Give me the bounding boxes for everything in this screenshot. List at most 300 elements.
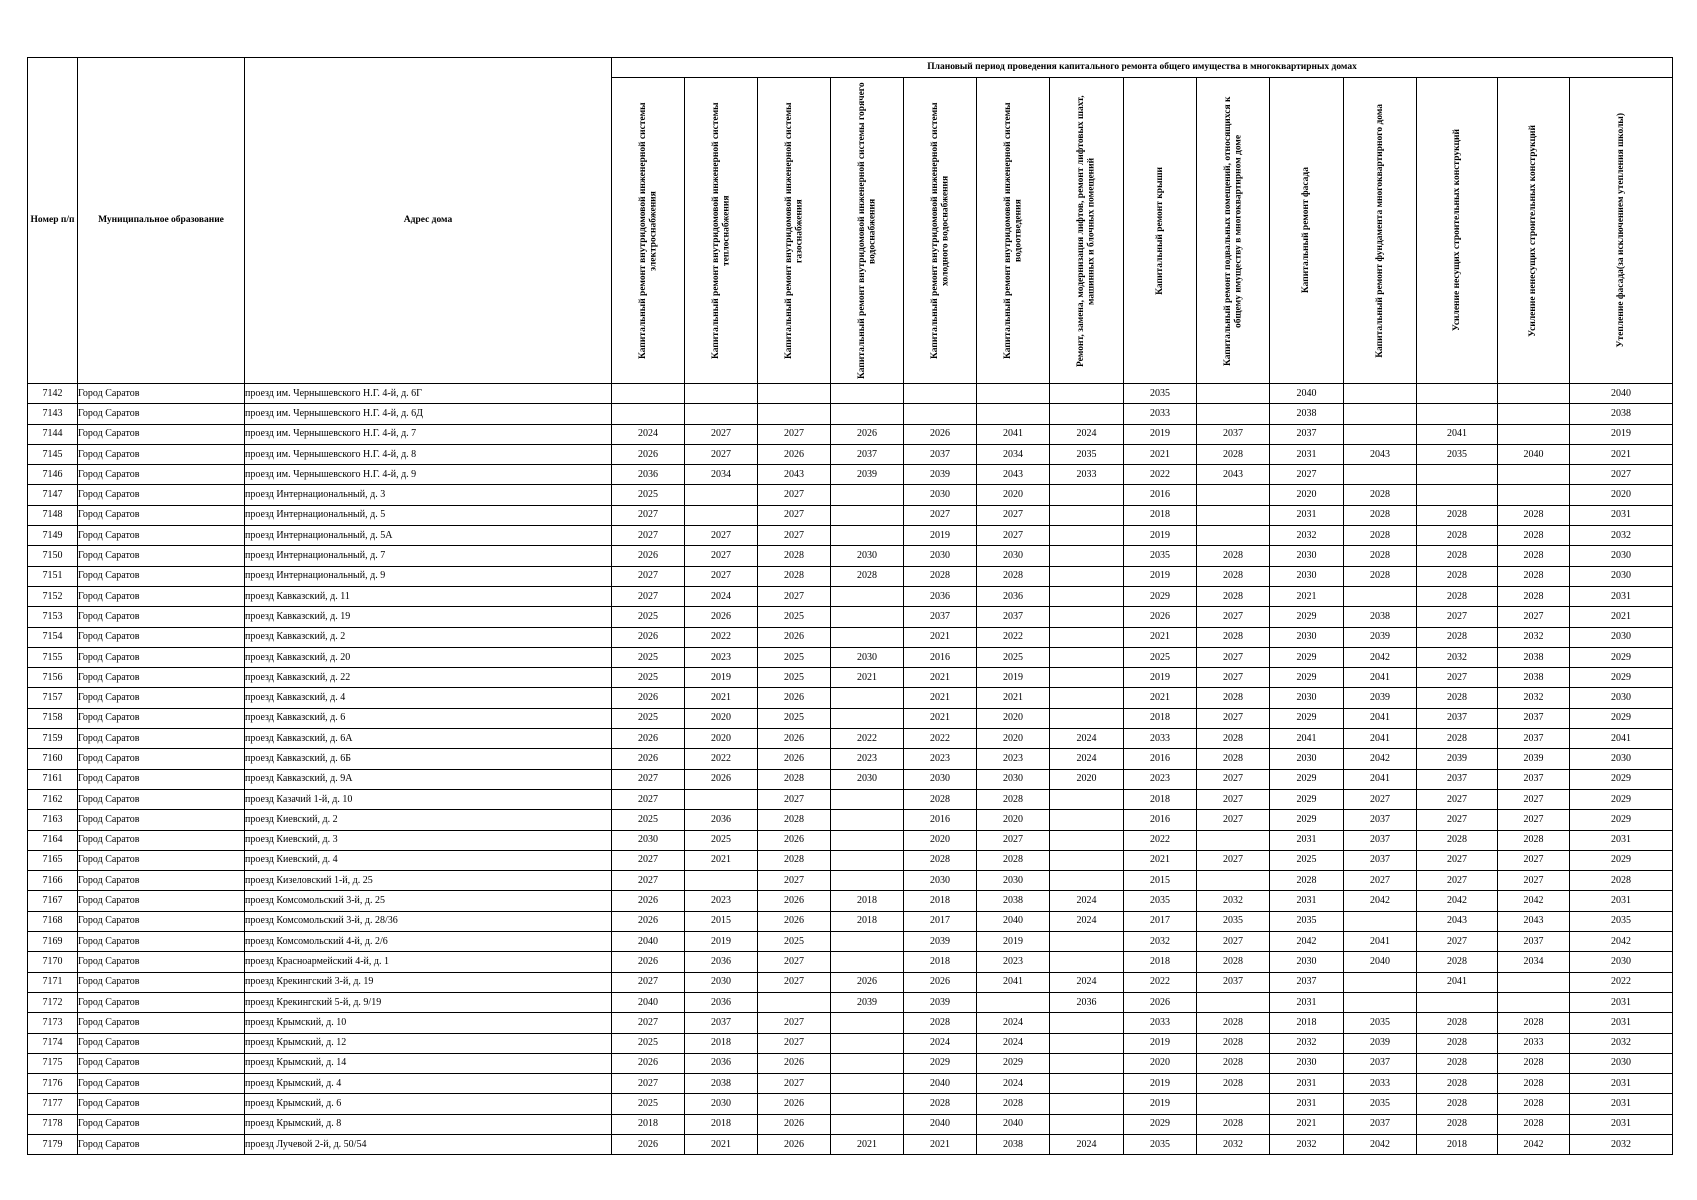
row-year-cell: 2023 <box>685 891 758 911</box>
row-number: 7174 <box>28 1033 78 1053</box>
row-year-cell <box>1050 1013 1124 1033</box>
row-address: проезд Красноармейский 4-й, д. 1 <box>245 952 612 972</box>
row-address: проезд им. Чернышевского Н.Г. 4-й, д. 9 <box>245 465 612 485</box>
row-year-cell: 2022 <box>904 729 977 749</box>
row-number: 7157 <box>28 688 78 708</box>
table-row <box>28 1114 1673 1134</box>
row-municipality: Город Саратов <box>78 668 245 688</box>
row-year-cell: 2028 <box>1344 485 1417 505</box>
row-address: проезд Крымский, д. 4 <box>245 1074 612 1094</box>
row-number: 7164 <box>28 830 78 850</box>
row-year-cell: 2028 <box>1417 1033 1498 1053</box>
table-row <box>28 810 1673 830</box>
row-year-cell: 2028 <box>1197 1074 1270 1094</box>
row-year-cell: 2025 <box>612 485 685 505</box>
table-row <box>28 972 1673 992</box>
row-municipality: Город Саратов <box>78 688 245 708</box>
row-year-cell: 2027 <box>685 444 758 464</box>
row-address: проезд Комсомольский 3-й, д. 25 <box>245 891 612 911</box>
row-year-cell <box>904 384 977 404</box>
row-number: 7178 <box>28 1114 78 1134</box>
row-year-cell: 2041 <box>977 424 1050 444</box>
row-year-cell: 2026 <box>1124 992 1197 1012</box>
row-year-cell: 2028 <box>1197 1114 1270 1134</box>
table-row <box>28 627 1673 647</box>
row-year-cell: 2030 <box>1570 627 1673 647</box>
row-year-cell: 2022 <box>1570 972 1673 992</box>
row-year-cell <box>1050 586 1124 606</box>
row-year-cell: 2043 <box>1197 465 1270 485</box>
row-year-cell: 2032 <box>1197 1134 1270 1154</box>
row-number: 7176 <box>28 1074 78 1094</box>
row-number: 7166 <box>28 871 78 891</box>
row-year-cell: 2021 <box>1570 607 1673 627</box>
row-year-cell: 2041 <box>1344 729 1417 749</box>
row-address: проезд Интернациональный, д. 9 <box>245 566 612 586</box>
row-year-cell: 2030 <box>1270 546 1344 566</box>
row-address: проезд Кавказский, д. 6 <box>245 708 612 728</box>
row-year-cell: 2036 <box>977 586 1050 606</box>
row-year-cell <box>1417 992 1498 1012</box>
row-year-cell: 2037 <box>1498 932 1570 952</box>
row-year-cell: 2025 <box>758 932 831 952</box>
row-number: 7162 <box>28 789 78 809</box>
row-year-cell: 2030 <box>1270 1053 1344 1073</box>
table-row <box>28 505 1673 525</box>
row-address: проезд Киевский, д. 4 <box>245 850 612 870</box>
row-municipality: Город Саратов <box>78 546 245 566</box>
table-row <box>28 526 1673 546</box>
header-work-column <box>977 78 1050 384</box>
row-year-cell: 2023 <box>1124 769 1197 789</box>
row-number: 7179 <box>28 1134 78 1154</box>
row-number: 7154 <box>28 627 78 647</box>
row-year-cell <box>1344 465 1417 485</box>
row-year-cell <box>904 404 977 424</box>
row-year-cell <box>758 384 831 404</box>
row-year-cell <box>1498 992 1570 1012</box>
row-year-cell: 2026 <box>612 952 685 972</box>
row-address: проезд Интернациональный, д. 7 <box>245 546 612 566</box>
row-year-cell: 2029 <box>1570 810 1673 830</box>
row-year-cell: 2025 <box>612 708 685 728</box>
row-year-cell: 2034 <box>977 444 1050 464</box>
row-year-cell: 2024 <box>1050 424 1124 444</box>
row-year-cell: 2027 <box>612 789 685 809</box>
row-number: 7151 <box>28 566 78 586</box>
row-year-cell: 2039 <box>1344 627 1417 647</box>
row-year-cell: 2019 <box>685 668 758 688</box>
row-year-cell: 2020 <box>685 729 758 749</box>
row-year-cell: 2028 <box>1498 566 1570 586</box>
row-year-cell: 2041 <box>1344 708 1417 728</box>
header-work-column <box>1124 78 1197 384</box>
row-year-cell: 2032 <box>1124 932 1197 952</box>
row-year-cell: 2028 <box>1197 1013 1270 1033</box>
row-year-cell: 2037 <box>977 607 1050 627</box>
row-year-cell: 2037 <box>1197 424 1270 444</box>
row-year-cell: 2028 <box>1417 1094 1498 1114</box>
row-year-cell <box>1498 404 1570 424</box>
row-year-cell: 2027 <box>758 972 831 992</box>
row-number: 7158 <box>28 708 78 728</box>
header-work-column-label: Капитальный ремонт фасада <box>1301 167 1312 294</box>
row-year-cell: 2016 <box>904 810 977 830</box>
row-year-cell: 2018 <box>1417 1134 1498 1154</box>
row-year-cell: 2031 <box>1570 1074 1673 1094</box>
row-year-cell <box>831 850 904 870</box>
row-year-cell <box>685 789 758 809</box>
row-year-cell <box>831 932 904 952</box>
row-year-cell <box>1050 1074 1124 1094</box>
row-year-cell: 2039 <box>904 465 977 485</box>
table-row <box>28 1074 1673 1094</box>
row-year-cell <box>1197 404 1270 424</box>
row-year-cell: 2026 <box>758 1134 831 1154</box>
row-year-cell <box>831 871 904 891</box>
row-year-cell: 2018 <box>1124 708 1197 728</box>
row-year-cell: 2024 <box>1050 1134 1124 1154</box>
header-planned-period: Плановый период проведения капитального ремонта общего имущества в многоквартирных домах <box>612 58 1673 78</box>
row-year-cell: 2027 <box>685 526 758 546</box>
row-year-cell: 2028 <box>977 850 1050 870</box>
row-year-cell: 2032 <box>1570 1134 1673 1154</box>
row-year-cell: 2018 <box>831 911 904 931</box>
row-year-cell: 2025 <box>612 1094 685 1114</box>
table-row <box>28 566 1673 586</box>
row-address: проезд Крымский, д. 12 <box>245 1033 612 1053</box>
row-address: проезд им. Чернышевского Н.Г. 4-й, д. 7 <box>245 424 612 444</box>
row-year-cell: 2028 <box>1197 749 1270 769</box>
table-row <box>28 992 1673 1012</box>
table-row <box>28 1013 1673 1033</box>
row-year-cell: 2031 <box>1270 830 1344 850</box>
row-year-cell: 2037 <box>1498 708 1570 728</box>
table-row <box>28 850 1673 870</box>
row-year-cell: 2028 <box>831 566 904 586</box>
row-year-cell: 2027 <box>1417 932 1498 952</box>
row-year-cell: 2038 <box>1498 647 1570 667</box>
row-year-cell: 2038 <box>685 1074 758 1094</box>
table-row <box>28 1094 1673 1114</box>
row-year-cell: 2028 <box>1498 1074 1570 1094</box>
row-year-cell: 2028 <box>1498 505 1570 525</box>
table-row <box>28 952 1673 972</box>
row-year-cell <box>831 688 904 708</box>
row-year-cell: 2024 <box>1050 972 1124 992</box>
row-year-cell: 2028 <box>1417 729 1498 749</box>
row-address: проезд Лучевой 2-й, д. 50/54 <box>245 1134 612 1154</box>
row-year-cell: 2026 <box>612 688 685 708</box>
row-year-cell: 2030 <box>1270 749 1344 769</box>
header-work-column-label: Усиление ненесущих строительных конструкций <box>1528 124 1539 337</box>
header-work-column <box>831 78 904 384</box>
row-municipality: Город Саратов <box>78 932 245 952</box>
row-year-cell: 2024 <box>977 1013 1050 1033</box>
row-year-cell: 2042 <box>1344 647 1417 667</box>
row-year-cell: 2026 <box>758 830 831 850</box>
row-year-cell: 2020 <box>1270 485 1344 505</box>
row-year-cell <box>831 627 904 647</box>
row-year-cell <box>758 404 831 424</box>
row-year-cell: 2021 <box>1570 444 1673 464</box>
row-year-cell: 2018 <box>612 1114 685 1134</box>
row-year-cell: 2032 <box>1417 647 1498 667</box>
header-work-column <box>1050 78 1124 384</box>
row-year-cell: 2030 <box>904 871 977 891</box>
row-year-cell: 2019 <box>1570 424 1673 444</box>
row-year-cell: 2042 <box>1570 932 1673 952</box>
row-year-cell: 2027 <box>1197 668 1270 688</box>
row-year-cell: 2027 <box>758 952 831 972</box>
header-work-column <box>1270 78 1344 384</box>
row-year-cell: 2028 <box>1417 526 1498 546</box>
row-year-cell: 2041 <box>1344 668 1417 688</box>
row-year-cell: 2025 <box>758 668 831 688</box>
table-row <box>28 424 1673 444</box>
row-year-cell: 2027 <box>685 566 758 586</box>
row-year-cell: 2022 <box>1124 465 1197 485</box>
row-municipality: Город Саратов <box>78 1053 245 1073</box>
row-year-cell <box>831 607 904 627</box>
row-year-cell <box>831 384 904 404</box>
row-year-cell: 2026 <box>758 688 831 708</box>
row-year-cell: 2036 <box>685 952 758 972</box>
row-year-cell: 2030 <box>831 769 904 789</box>
row-year-cell: 2040 <box>904 1074 977 1094</box>
row-number: 7142 <box>28 384 78 404</box>
row-municipality: Город Саратов <box>78 972 245 992</box>
table-row <box>28 932 1673 952</box>
row-address: проезд Крымский, д. 10 <box>245 1013 612 1033</box>
row-year-cell <box>1344 972 1417 992</box>
row-year-cell: 2027 <box>612 505 685 525</box>
row-year-cell <box>685 384 758 404</box>
row-year-cell <box>831 1094 904 1114</box>
row-year-cell: 2029 <box>1270 789 1344 809</box>
row-year-cell: 2026 <box>758 627 831 647</box>
row-year-cell: 2026 <box>758 911 831 931</box>
row-year-cell: 2018 <box>831 891 904 911</box>
row-year-cell: 2029 <box>1570 668 1673 688</box>
header-work-column <box>1344 78 1417 384</box>
row-address: проезд им. Чернышевского Н.Г. 4-й, д. 8 <box>245 444 612 464</box>
row-year-cell: 2027 <box>977 505 1050 525</box>
row-year-cell: 2031 <box>1570 1114 1673 1134</box>
row-year-cell: 2029 <box>977 1053 1050 1073</box>
row-year-cell: 2028 <box>904 566 977 586</box>
row-year-cell: 2030 <box>904 485 977 505</box>
row-year-cell: 2016 <box>1124 749 1197 769</box>
row-year-cell: 2025 <box>977 647 1050 667</box>
row-year-cell: 2021 <box>904 1134 977 1154</box>
row-year-cell: 2035 <box>1124 546 1197 566</box>
row-year-cell: 2027 <box>1417 871 1498 891</box>
row-year-cell: 2022 <box>685 749 758 769</box>
row-year-cell: 2027 <box>758 789 831 809</box>
row-year-cell: 2041 <box>1417 424 1498 444</box>
header-work-column-label: Капитальный ремонт внутридомовой инженерной системы газоснабжения <box>783 102 804 359</box>
row-year-cell: 2040 <box>1498 444 1570 464</box>
row-year-cell: 2030 <box>831 647 904 667</box>
header-municipality: Муниципальное образование <box>78 58 245 384</box>
row-year-cell: 2038 <box>1570 404 1673 424</box>
row-year-cell: 2026 <box>904 424 977 444</box>
row-year-cell: 2027 <box>1197 708 1270 728</box>
row-municipality: Город Саратов <box>78 769 245 789</box>
row-year-cell: 2029 <box>1270 769 1344 789</box>
row-year-cell: 2036 <box>685 992 758 1012</box>
row-year-cell: 2028 <box>1344 566 1417 586</box>
row-year-cell: 2030 <box>685 972 758 992</box>
row-year-cell: 2021 <box>1124 444 1197 464</box>
row-year-cell: 2018 <box>904 891 977 911</box>
header-work-column <box>1570 78 1673 384</box>
row-year-cell: 2020 <box>1124 1053 1197 1073</box>
row-address: проезд Интернациональный, д. 5А <box>245 526 612 546</box>
row-year-cell: 2039 <box>831 992 904 1012</box>
row-year-cell: 2041 <box>977 972 1050 992</box>
row-year-cell: 2023 <box>977 749 1050 769</box>
row-year-cell: 2043 <box>1498 911 1570 931</box>
row-year-cell: 2019 <box>904 526 977 546</box>
row-year-cell: 2025 <box>612 1033 685 1053</box>
row-year-cell: 2027 <box>612 1013 685 1033</box>
row-year-cell: 2027 <box>758 505 831 525</box>
row-year-cell: 2027 <box>758 871 831 891</box>
row-year-cell: 2018 <box>685 1033 758 1053</box>
row-municipality: Город Саратов <box>78 404 245 424</box>
row-year-cell: 2030 <box>1270 952 1344 972</box>
row-year-cell: 2021 <box>1124 627 1197 647</box>
row-number: 7160 <box>28 749 78 769</box>
row-number: 7168 <box>28 911 78 931</box>
row-year-cell <box>1498 384 1570 404</box>
row-year-cell: 2034 <box>685 465 758 485</box>
row-year-cell <box>1050 647 1124 667</box>
row-year-cell: 2035 <box>1124 1134 1197 1154</box>
row-year-cell <box>1197 526 1270 546</box>
row-year-cell: 2042 <box>1344 749 1417 769</box>
row-year-cell: 2021 <box>904 688 977 708</box>
row-year-cell: 2027 <box>1498 850 1570 870</box>
row-year-cell: 2032 <box>1270 1134 1344 1154</box>
row-year-cell <box>1417 485 1498 505</box>
row-year-cell <box>1197 505 1270 525</box>
row-year-cell <box>612 384 685 404</box>
row-number: 7161 <box>28 769 78 789</box>
row-year-cell: 2028 <box>1197 546 1270 566</box>
row-year-cell: 2028 <box>1417 546 1498 566</box>
row-year-cell <box>1498 465 1570 485</box>
row-year-cell: 2024 <box>1050 911 1124 931</box>
row-number: 7153 <box>28 607 78 627</box>
row-year-cell: 2037 <box>1344 1114 1417 1134</box>
row-municipality: Город Саратов <box>78 505 245 525</box>
row-year-cell: 2031 <box>1270 505 1344 525</box>
row-year-cell: 2028 <box>758 810 831 830</box>
row-year-cell: 2028 <box>977 789 1050 809</box>
row-year-cell: 2041 <box>1344 769 1417 789</box>
row-year-cell: 2018 <box>904 952 977 972</box>
row-year-cell: 2026 <box>758 891 831 911</box>
row-year-cell: 2030 <box>977 546 1050 566</box>
row-year-cell <box>1050 546 1124 566</box>
row-year-cell: 2026 <box>612 729 685 749</box>
table-row <box>28 708 1673 728</box>
table-row <box>28 1033 1673 1053</box>
row-year-cell: 2031 <box>1270 1094 1344 1114</box>
row-year-cell: 2027 <box>1197 850 1270 870</box>
row-year-cell: 2035 <box>1124 384 1197 404</box>
row-year-cell: 2026 <box>612 546 685 566</box>
row-year-cell: 2027 <box>1417 850 1498 870</box>
row-year-cell <box>1344 911 1417 931</box>
row-year-cell: 2021 <box>904 708 977 728</box>
table-row <box>28 1134 1673 1154</box>
row-year-cell: 2025 <box>1270 850 1344 870</box>
row-municipality: Город Саратов <box>78 850 245 870</box>
row-municipality: Город Саратов <box>78 526 245 546</box>
row-municipality: Город Саратов <box>78 586 245 606</box>
row-year-cell: 2024 <box>612 424 685 444</box>
row-year-cell: 2027 <box>1270 465 1344 485</box>
table-row <box>28 749 1673 769</box>
row-year-cell <box>1197 830 1270 850</box>
row-year-cell <box>1050 485 1124 505</box>
row-year-cell: 2028 <box>1270 871 1344 891</box>
header-work-column-label: Ремонт, замена, модернизация лифтов, ремонт лифтовых шахт, машинных и блочных помещений <box>1076 94 1097 367</box>
row-year-cell: 2038 <box>1498 668 1570 688</box>
row-year-cell: 2033 <box>1124 729 1197 749</box>
row-year-cell: 2030 <box>977 769 1050 789</box>
row-year-cell: 2027 <box>612 972 685 992</box>
table-row <box>28 871 1673 891</box>
row-year-cell: 2028 <box>1417 1053 1498 1073</box>
row-municipality: Город Саратов <box>78 992 245 1012</box>
row-year-cell: 2041 <box>1417 972 1498 992</box>
row-year-cell: 2026 <box>685 607 758 627</box>
row-year-cell <box>1197 992 1270 1012</box>
row-year-cell: 2032 <box>1270 1033 1344 1053</box>
row-year-cell: 2027 <box>612 850 685 870</box>
row-number: 7170 <box>28 952 78 972</box>
row-address: проезд Комсомольский 4-й, д. 2/6 <box>245 932 612 952</box>
table-row <box>28 911 1673 931</box>
row-year-cell: 2019 <box>1124 1094 1197 1114</box>
row-year-cell <box>1050 932 1124 952</box>
row-year-cell: 2037 <box>1344 850 1417 870</box>
row-year-cell: 2025 <box>758 647 831 667</box>
row-year-cell: 2040 <box>1344 952 1417 972</box>
row-year-cell: 2027 <box>1498 789 1570 809</box>
row-year-cell: 2035 <box>1124 891 1197 911</box>
row-year-cell: 2028 <box>1417 627 1498 647</box>
row-year-cell <box>1050 526 1124 546</box>
row-municipality: Город Саратов <box>78 485 245 505</box>
row-year-cell: 2026 <box>831 424 904 444</box>
row-year-cell <box>685 404 758 424</box>
row-municipality: Город Саратов <box>78 1134 245 1154</box>
row-year-cell <box>1344 992 1417 1012</box>
row-year-cell: 2028 <box>1417 1114 1498 1134</box>
row-year-cell: 2023 <box>831 749 904 769</box>
row-year-cell: 2024 <box>1050 729 1124 749</box>
row-year-cell: 2028 <box>904 789 977 809</box>
row-year-cell: 2021 <box>977 688 1050 708</box>
row-year-cell: 2036 <box>685 1053 758 1073</box>
row-year-cell: 2018 <box>1124 789 1197 809</box>
